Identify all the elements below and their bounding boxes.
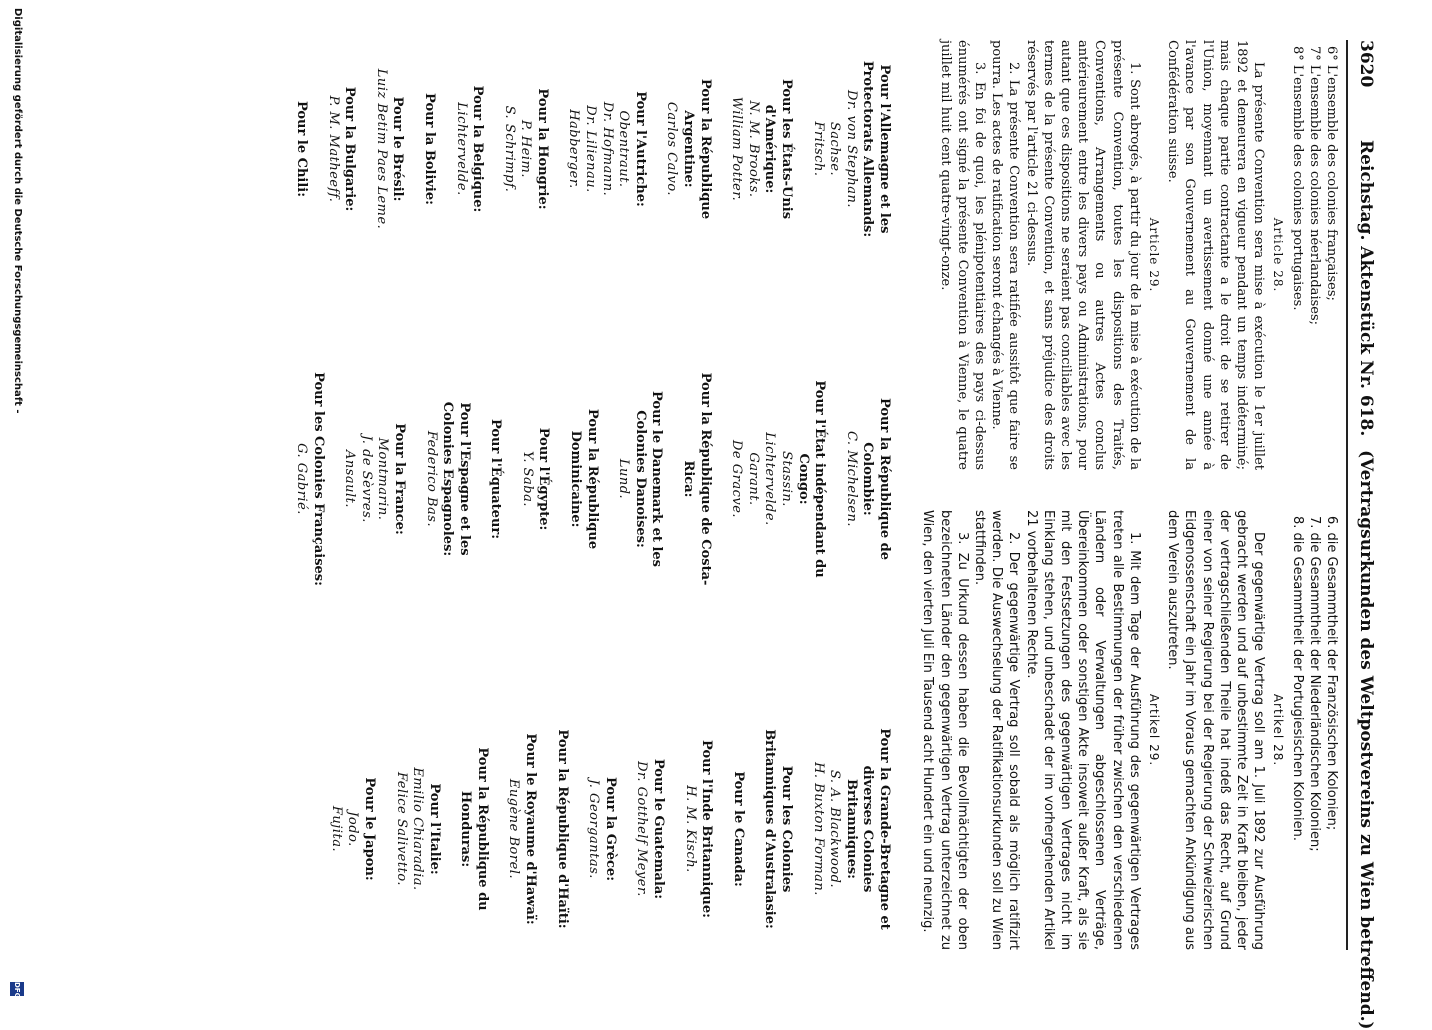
header-rule bbox=[1346, 40, 1348, 950]
signatory-name: Jodo. bbox=[345, 811, 361, 847]
signatory-name: Dr. von Stephan. bbox=[843, 90, 859, 208]
signatory-name: William Potter. bbox=[729, 96, 745, 202]
signatory-country: Pour les États-Unis d'Amérique: bbox=[762, 78, 795, 220]
signature-block bbox=[663, 40, 713, 258]
signatory-country: Pour la République du Honduras: bbox=[458, 747, 490, 911]
signatory-country: Pour le Royaume d'Hawaï: bbox=[523, 733, 539, 925]
article-29-para-3-fr: 3. En foi de quoi, les plénipotentiaires des pays ci-dessus énumérés ont signé la présente Convention à Vienne, le quatre juillet mil huit cent quatre-vingt-onze. bbox=[937, 40, 987, 470]
signature-block bbox=[553, 720, 570, 938]
signatory-name: Garant. bbox=[745, 452, 761, 506]
signatory-name: J. Georgantas. bbox=[586, 779, 602, 879]
list-item: 7° L'ensemble des colonies néerlandaises; bbox=[1306, 46, 1322, 326]
article-29-para-2-de: 2. Der gegenwärtige Vertrag soll sobald als möglich ratifizirt werden. Die Auswechselung der Ratifikationsurkunden soll zu Wien stattfinden. bbox=[971, 510, 1022, 950]
signature-block bbox=[422, 370, 472, 588]
list-item: 8. die Gesammtheit der Portugiesischen Kolonien. bbox=[1289, 516, 1305, 841]
signatory-country: Pour le Guatemala: bbox=[651, 758, 667, 900]
signatory-name: Felice Salivetto. bbox=[393, 771, 409, 887]
signatory-name: Ansault. bbox=[342, 449, 358, 509]
article-29-para-1-de: 1. Mit dem Tage der Ausführung des gegenwärtigen Vertrages treten alle Bestimmungen der früher zwischen den verschiedenen Ländern oder Verwaltungen abgeschlossenen Verträge, Übereinkommen oder sonstigen Akte insoweit außer Kraft, als sie mit den Festsetzungen des gegenwärtigen Vertrages nicht im Einklang stehen, und unbeschadet der im vorhergehenden Artikel 21 vorbehaltenen Rechte. bbox=[1023, 510, 1142, 950]
signatory-country: Pour l'Autriche: bbox=[632, 91, 648, 207]
list-item: 8° L'ensemble des colonies portugaises. bbox=[1289, 46, 1305, 311]
article-29-para-1-fr: 1. Sont abrogés, à partir du jour de la mise à exécution de la présente Convention, toutes les dispositions des Traités, Conventions, Arrangements ou autres Actes conclus antérieurement entre les divers pays ou Administrations, pour autant que ces dispositions ne seraient pas conciliables avec les termes de la présente Convention, et sans préjudice des droits réservés par l'article 21 ci-dessus. bbox=[1023, 40, 1142, 470]
article-29-para-2-fr: 2. La présente Convention sera ratifiée aussitôt que faire se pourra. Les actes de ratification seront échangés à Vienne. bbox=[989, 40, 1022, 470]
list-item: 6° L'ensemble des colonies françaises; bbox=[1324, 46, 1339, 301]
article-28-title-fr: Article 28. bbox=[1271, 217, 1286, 293]
signatory-name: Fujita. bbox=[328, 805, 344, 853]
signatory-country: Pour la Grande-Bretagne et diverses Colonies Britanniques: bbox=[843, 728, 892, 930]
signatory-name: Lichtervelde. bbox=[453, 102, 469, 196]
signature-block bbox=[729, 720, 746, 938]
signatory-name: P. M. Matheeff. bbox=[325, 95, 341, 203]
german-column bbox=[919, 510, 1340, 950]
signature-block bbox=[565, 40, 648, 258]
signatory-country: Pour l'Égypte: bbox=[536, 427, 552, 531]
signatory-country: Pour le Brésil: bbox=[390, 96, 406, 202]
signatory-country: Pour le Canada: bbox=[730, 771, 746, 887]
signature-block bbox=[372, 40, 405, 258]
signatory-name: Luiz Betim Paes Leme. bbox=[373, 68, 389, 230]
signatory-country: Pour le Danemark et les Colonies Danoises: bbox=[632, 391, 665, 567]
signatory-name: Carlos Calvo. bbox=[664, 101, 680, 197]
signatory-name: S. A. Blackwood. bbox=[827, 769, 843, 889]
signature-block bbox=[567, 370, 600, 588]
signatory-country: Pour la Hongrie: bbox=[534, 88, 550, 210]
signatory-name: Habberger. bbox=[566, 109, 582, 189]
signature-block bbox=[505, 720, 538, 938]
article-28-text-fr: La présente Convention sera mise à exécution le 1er juillet 1892 et demeurera en vigueur pendant un temps indéterminé; mais chaque partie contractante a le droit de se retirer de l'Union, moyennant un avertissement donné une année à l'avance par son Gouvernement au Gouvernement de la Confédération suisse. bbox=[1165, 40, 1267, 470]
signatory-country: Pour la République Argentine: bbox=[681, 78, 713, 220]
signatory-name: P. Heim. bbox=[518, 119, 534, 179]
signature-block bbox=[518, 370, 551, 588]
signatory-name: J. de Sèvres. bbox=[358, 435, 374, 523]
signatory-name: S. Schrimpf. bbox=[501, 105, 517, 193]
signatory-country: Pour la Bulgarie: bbox=[342, 86, 358, 212]
signature-block bbox=[292, 370, 325, 588]
signatory-country: Pour la Bolivie: bbox=[421, 93, 437, 205]
signature-block bbox=[392, 720, 442, 938]
signatory-name: De Gracve. bbox=[729, 439, 745, 519]
french-column bbox=[936, 40, 1340, 470]
signatory-country: Pour la République d'Haïti: bbox=[554, 729, 570, 929]
signature-block bbox=[585, 720, 618, 938]
signatory-name: G. Gabrié. bbox=[293, 443, 309, 515]
signatory-country: Pour les Colonies Britanniques d'Australasie: bbox=[762, 729, 795, 929]
signatory-country: Pour la République Dominicaine: bbox=[568, 408, 600, 550]
signature-block bbox=[681, 720, 714, 938]
signatory-name: C. Michelsen. bbox=[843, 430, 859, 528]
signatory-name: Fritsch. bbox=[810, 121, 826, 177]
signature-block bbox=[679, 370, 712, 588]
signatory-name: Montmarin. bbox=[375, 437, 391, 521]
article-29-title-de: Artikel 29. bbox=[1146, 693, 1161, 767]
list-item: 6. die Gesammtheit der Französischen Kolonien; bbox=[1324, 516, 1339, 831]
signature-block bbox=[341, 370, 407, 588]
signatory-name: Lund. bbox=[616, 458, 632, 500]
article-29-para-3-de: 3. Zu Urkund dessen haben die Bevollmächtigten der oben bezeichneten Länder den gegenwärtigen Vertrag unterzeichnet zu Wien, den vierten Juli Ein Tausend acht Hundert ein und neunzig. bbox=[920, 510, 970, 950]
signatory-country: Pour l'Inde Britannique: bbox=[699, 740, 715, 918]
signature-column-2 bbox=[277, 370, 892, 588]
signature-block bbox=[452, 40, 485, 258]
signature-block bbox=[809, 720, 892, 938]
signatory-country: Pour l'Italie: bbox=[426, 783, 442, 875]
signature-block bbox=[615, 370, 665, 588]
signatory-country: Pour l'État indépendant du Congo: bbox=[795, 380, 828, 578]
signature-column-1 bbox=[277, 40, 892, 258]
page-subtitle: (Vertragsurkunden des Weltpostvereins zu Wien betreffend.) bbox=[1356, 450, 1376, 1030]
signatory-name: Lichtervelde. bbox=[762, 432, 778, 526]
signature-block bbox=[327, 720, 377, 938]
article-28-title-de: Artikel 28. bbox=[1271, 693, 1286, 767]
signatory-country: Pour les Colonies Françaises: bbox=[310, 372, 326, 586]
signatory-country: Pour la République de Colombie: bbox=[860, 397, 892, 561]
page-title: Reichstag. Aktenstück Nr. 618. bbox=[1356, 140, 1376, 437]
signature-block bbox=[420, 40, 437, 258]
signature-block bbox=[633, 720, 666, 938]
signatory-country: Pour le Chili: bbox=[293, 100, 309, 198]
signatory-name: Eugène Borel. bbox=[506, 778, 522, 880]
signatory-country: Pour l'Équateur: bbox=[488, 418, 504, 540]
signatory-country: Pour la France: bbox=[391, 423, 407, 535]
list-item: 7. die Gesammtheit der Niederländischen Kolonien; bbox=[1306, 516, 1322, 852]
dfg-logo-icon: DFG bbox=[10, 982, 24, 996]
signature-block bbox=[761, 720, 794, 938]
signature-block bbox=[809, 40, 892, 258]
signatory-name: Dr. Hofmann. bbox=[599, 101, 615, 197]
signatory-name: Obentraut. bbox=[616, 110, 632, 188]
signature-column-3 bbox=[312, 720, 892, 938]
signatory-name: Stassin. bbox=[779, 451, 795, 507]
signature-block bbox=[842, 370, 892, 588]
running-header bbox=[1354, 40, 1378, 1030]
signature-block bbox=[728, 370, 828, 588]
signatory-name: Federico Bas. bbox=[423, 430, 439, 528]
signatory-country: Pour la République de Costa-Rica: bbox=[681, 372, 713, 586]
signatory-country: Pour l'Allemagne et les Protectorats Allemands: bbox=[860, 60, 892, 238]
signatory-name: H. Buxton Forman. bbox=[810, 762, 826, 896]
signature-block bbox=[292, 40, 309, 258]
article-28-text-de: Der gegenwärtige Vertrag soll am 1. Juli 1892 zur Ausführung gebracht werden und auf unbestimmte Zeit in Kraft bleiben, jeder der vertragschließenden Theile hat indeß das Recht, auf Grund einer von seiner Regierung bei der Regierung der Schweizerischen Eidgenossenschaft ein Jahr im Voraus gemachten Ankündigung aus dem Verein auszutreten. bbox=[1165, 510, 1267, 950]
credit-text: Digitalisierung gefördert durch die Deutsche Forschungsgemeinschaft - bbox=[12, 8, 23, 414]
page-number: 3620 bbox=[1356, 40, 1376, 88]
article-29-title-fr: Article 29. bbox=[1146, 217, 1161, 293]
signatory-country: Pour la Belgique: bbox=[470, 85, 486, 213]
signatory-country: Pour le Japon: bbox=[361, 777, 377, 881]
signatory-name: Sachse. bbox=[827, 121, 843, 177]
signature-block bbox=[500, 40, 550, 258]
signatory-name: N. M. Brooks. bbox=[745, 100, 761, 198]
signatory-name: Y. Saba. bbox=[519, 450, 535, 508]
signatory-name: H. M. Kisch. bbox=[682, 785, 698, 873]
signature-block bbox=[324, 40, 357, 258]
signatory-name: Dr. Lilienau. bbox=[583, 105, 599, 193]
digitization-credit bbox=[7, 0, 27, 1000]
signatory-name: Emilio Chiaradia. bbox=[410, 767, 426, 891]
signatory-name: Dr. Gotthelf Meyer. bbox=[634, 761, 650, 897]
signature-block bbox=[487, 370, 504, 588]
signatory-country: Pour la Grèce: bbox=[602, 776, 618, 882]
signature-block bbox=[728, 40, 794, 258]
signatory-country: Pour l'Espagne et les Colonies Espagnoles: bbox=[440, 401, 472, 557]
signature-block bbox=[457, 720, 490, 938]
